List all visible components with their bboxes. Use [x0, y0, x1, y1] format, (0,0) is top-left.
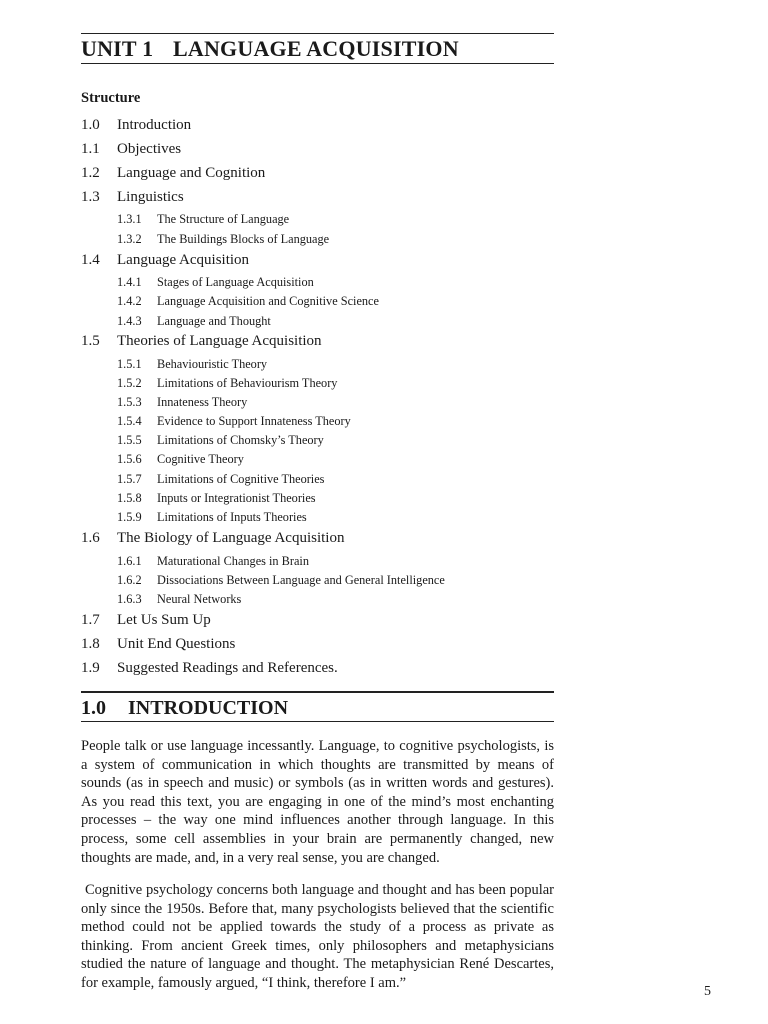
- toc-subitem-label: Limitations of Cognitive Theories: [157, 472, 325, 486]
- toc-subitem-label: Limitations of Chomsky’s Theory: [157, 433, 324, 447]
- toc-subitem-label: Behaviouristic Theory: [157, 357, 268, 371]
- toc-item-number: 1.0: [81, 117, 100, 133]
- toc-subitem-label: Language Acquisition and Cognitive Science: [157, 294, 379, 308]
- toc-subitem-label: Innateness Theory: [157, 395, 248, 409]
- toc-item-label: Objectives: [117, 141, 182, 157]
- toc-subitem-number: 1.5.2: [117, 376, 142, 390]
- toc-subitem-label: Stages of Language Acquisition: [157, 275, 314, 289]
- toc-subitem-label: Dissociations Between Language and General Intelligence: [157, 573, 445, 587]
- intro-paragraph-2: Cognitive psychology concerns both language and thought and has been popular only since the 1950s. Before that, many psychologists believed that the scientific method could not be applied towards the study of a process as private as thinking. From ancient Greek times, only philosophers and metaphysicians studied the nature of language and thought. The metaphysician René Descartes, for example, famously argued, “I think, therefore I am.”: [81, 882, 554, 991]
- toc-item-number: 1.4: [81, 252, 100, 268]
- toc-item-label: Language Acquisition: [117, 252, 250, 268]
- toc-subitem-label: The Structure of Language: [157, 212, 290, 226]
- intro-paragraph-1: People talk or use language incessantly. Language, to cognitive psychologists, is a system of communication in which thoughts are transmitted by means of sounds (as in speech and music) or symbols (as in written words and gestures). As you read this text, you are engaging in one of the mind’s most enchanting processes – the way one mind influences another through language. In this process, some cell assemblies in your brain are permanently changed, new thoughts are made, and, in a very real sense, you are changed.: [81, 738, 554, 866]
- section-top-rule: [81, 691, 554, 693]
- section-bottom-rule: [81, 721, 554, 722]
- toc-subitem-number: 1.5.8: [117, 491, 142, 505]
- toc-item-number: 1.9: [81, 660, 100, 676]
- toc-item-label: Theories of Language Acquisition: [117, 333, 322, 349]
- toc-subitem-label: Language and Thought: [157, 314, 271, 328]
- toc-subitem-number: 1.4.3: [117, 314, 142, 328]
- unit-title-underline: [81, 63, 554, 64]
- toc-item-label: Language and Cognition: [117, 165, 266, 181]
- toc-subitem-number: 1.6.3: [117, 592, 142, 606]
- unit-title: [81, 36, 459, 62]
- toc-item-number: 1.2: [81, 165, 100, 181]
- toc-subitem-label: Cognitive Theory: [157, 452, 244, 466]
- toc-subitem-number: 1.5.7: [117, 472, 142, 486]
- toc-subitem-number: 1.6.1: [117, 554, 142, 568]
- toc-subitem-number: 1.5.6: [117, 452, 142, 466]
- toc-item-label: Introduction: [117, 117, 192, 133]
- toc-subitem-label: Limitations of Behaviourism Theory: [157, 376, 338, 390]
- toc-subitem-number: 1.4.1: [117, 275, 142, 289]
- unit-title-text: LANGUAGE ACQUISITION: [173, 36, 459, 61]
- toc-subitem-number: 1.3.2: [117, 232, 142, 246]
- toc-item-label: The Biology of Language Acquisition: [117, 530, 345, 546]
- toc-item-number: 1.3: [81, 189, 100, 205]
- toc-item-label: Let Us Sum Up: [117, 612, 211, 628]
- unit-number: UNIT 1: [81, 36, 154, 61]
- toc-subitem-number: 1.4.2: [117, 294, 142, 308]
- section-heading: [81, 697, 288, 720]
- toc-subitem-label: Maturational Changes in Brain: [157, 554, 309, 568]
- toc-subitem-number: 1.5.3: [117, 395, 142, 409]
- toc-item-label: Suggested Readings and References.: [117, 660, 338, 676]
- toc-subitem-number: 1.3.1: [117, 212, 142, 226]
- toc-item-label: Unit End Questions: [117, 636, 236, 652]
- toc-subitem-label: The Buildings Blocks of Language: [157, 232, 330, 246]
- toc-item-label: Linguistics: [117, 189, 184, 205]
- page-number: 5: [704, 984, 711, 999]
- top-rule: [81, 33, 554, 34]
- toc-item-number: 1.8: [81, 636, 100, 652]
- toc-subitem-number: 1.5.1: [117, 357, 142, 371]
- toc-subitem-label: Evidence to Support Innateness Theory: [157, 414, 351, 428]
- toc-item-number: 1.7: [81, 612, 100, 628]
- toc-subitem-number: 1.6.2: [117, 573, 142, 587]
- toc-item-number: 1.5: [81, 333, 100, 349]
- toc-subitem-number: 1.5.9: [117, 510, 142, 524]
- toc-subitem-label: Limitations of Inputs Theories: [157, 510, 307, 524]
- toc-item-number: 1.1: [81, 141, 100, 157]
- section-number: 1.0: [81, 697, 106, 719]
- toc-subitem-number: 1.5.4: [117, 414, 142, 428]
- toc-subitem-label: Neural Networks: [157, 592, 242, 606]
- structure-heading: Structure: [81, 90, 141, 106]
- toc-subitem-number: 1.5.5: [117, 433, 142, 447]
- toc-subitem-label: Inputs or Integrationist Theories: [157, 491, 316, 505]
- section-title-text: INTRODUCTION: [128, 697, 289, 719]
- toc-item-number: 1.6: [81, 530, 100, 546]
